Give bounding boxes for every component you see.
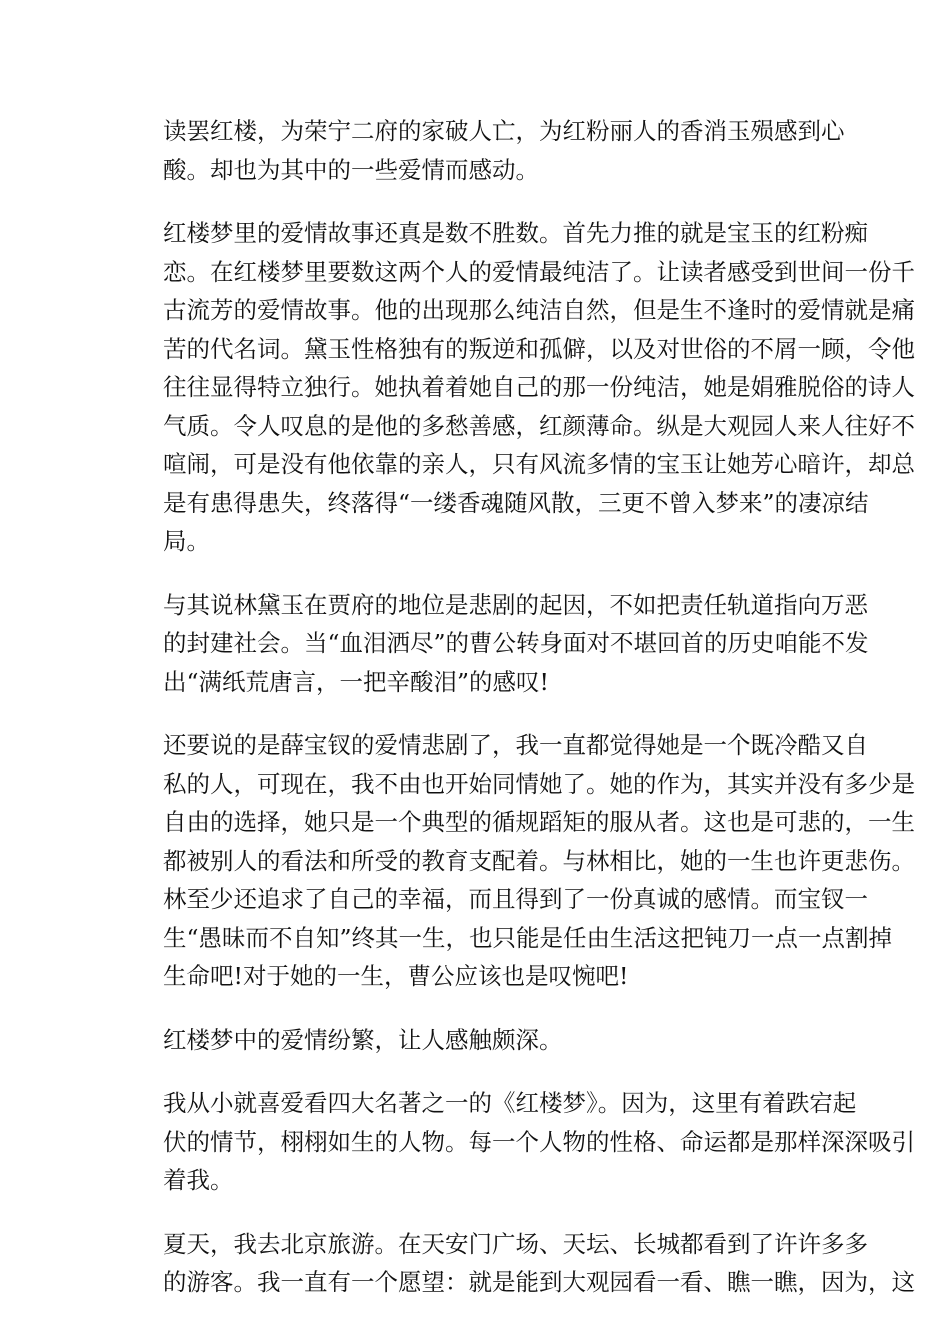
text-line: 的游客。我一直有一个愿望：就是能到大观园看一看、瞧一瞧，因为，这: [163, 1268, 915, 1296]
paragraph-5: [116, 1021, 836, 1060]
paragraph-6: [116, 1084, 915, 1200]
text-line: 私的人，可现在，我不由也开始同情她了。她的作为，其实并没有多少是: [163, 769, 915, 798]
text-line: 夏天，我去北京旅游。在天安门广场、天坛、长城都看到了许许多多: [163, 1229, 868, 1258]
text-line: 气质。令人叹息的是他的多愁善感，红颜薄命。纵是大观园人来人往好不: [163, 411, 915, 440]
text-line: 的封建社会。当“血泪洒尽”的曹公转身面对不堪回首的历史咱能不发: [163, 629, 869, 657]
text-line: 生“愚昧而不自知”终其一生，也只能是任由生活这把钝刀一点一点割掉: [163, 923, 893, 952]
text-line: 往往显得特立独行。她执着着她自己的那一份纯洁，她是娟雅脱俗的诗人: [163, 373, 915, 401]
text-line: 是有患得患失，终落得“一缕香魂随风散，三更不曾入梦来”的凄凉结: [163, 488, 869, 517]
text-line: 自由的选择，她只是一个典型的循规蹈矩的服从者。这也是可悲的，一生: [163, 808, 915, 836]
text-line: 与其说林黛玉在贾府的地位是悲剧的起因，不如把责任轨道指向万恶: [163, 590, 868, 619]
text-line: 红楼梦中的爱情纷繁，让人感触颇深。: [163, 1025, 563, 1054]
text-line: 红楼梦里的爱情故事还真是数不胜数。首先力推的就是宝玉的红粉痴: [163, 219, 868, 247]
text-line: 伏的情节，栩栩如生的人物。每一个人物的性格、命运都是那样深深吸引: [163, 1127, 915, 1156]
paragraph-1: [116, 112, 845, 189]
text-line: 生命吧!对于她的一生，曹公应该也是叹惋吧!: [163, 962, 629, 990]
paragraph-4: [116, 726, 915, 996]
paragraph-7: [116, 1225, 915, 1302]
text-line: 出“满纸荒唐言，一把辛酸泪”的感叹!: [163, 667, 549, 696]
document-body: [116, 112, 915, 1327]
text-line: 苦的代名词。黛玉性格独有的叛逆和孤僻，以及对世俗的不屑一顾，令他: [163, 334, 915, 363]
text-line: 古流芳的爱情故事。他的出现那么纯洁自然，但是生不逢时的爱情就是痛: [163, 296, 915, 324]
text-line: 林至少还追求了自己的幸福，而且得到了一份真诚的感情。而宝钗一: [163, 885, 868, 913]
text-line: 局。: [163, 527, 210, 555]
paragraph-2: [116, 214, 915, 561]
text-line: 我从小就喜爱看四大名著之一的《红楼梦》。因为，这里有着跌宕起: [163, 1089, 857, 1117]
text-line: 还要说的是薛宝钗的爱情悲剧了，我一直都觉得她是一个既冷酷又自: [163, 731, 868, 759]
text-line: 着我。: [163, 1166, 234, 1194]
text-line: 酸。却也为其中的一些爱情而感动。: [163, 155, 539, 184]
text-line: 恋。在红楼梦里要数这两个人的爱情最纯洁了。让读者感受到世间一份千: [163, 257, 915, 286]
paragraph-3: [116, 586, 869, 702]
text-line: 读罢红楼，为荣宁二府的家破人亡，为红粉丽人的香消玉殒感到心: [163, 117, 845, 145]
text-line: 都被别人的看法和所受的教育支配着。与林相比，她的一生也许更悲伤。: [163, 846, 915, 875]
text-line: 喧闹，可是没有他依靠的亲人，只有风流多情的宝玉让她芳心暗许，却总: [163, 450, 915, 478]
